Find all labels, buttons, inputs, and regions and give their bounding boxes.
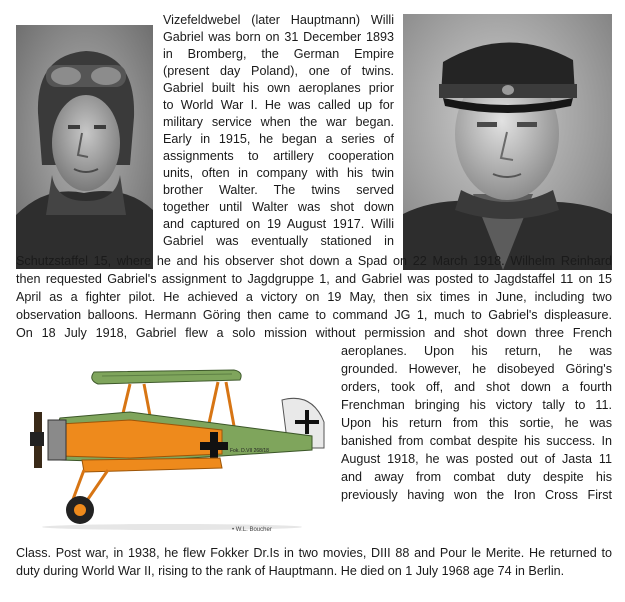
- article-line: orders, took off, and shot down a fourth: [341, 380, 612, 394]
- article-line: Schutzstaffel 15, where he and his observer shot down a Spad on 22 March 1918. Wilhelm Reinhard: [16, 254, 612, 268]
- article-line: military service when the war began.: [163, 115, 394, 129]
- fuselage-marking: Fok. D.VII 268/18: [230, 448, 269, 454]
- article-line: previously having won the Iron Cross First: [341, 488, 612, 502]
- article-line: banished from combat despite his success. In: [341, 434, 612, 448]
- article-line: Early in 1915, he began a series of: [163, 132, 394, 146]
- article-line: Vizefeldwebel (later Hauptmann) Willi: [163, 13, 394, 27]
- article-line: Gabriel built his own aeroplanes prior: [163, 81, 394, 95]
- fokker-d7-illustration: [12, 362, 334, 540]
- article-line: then requested Gabriel's assignment to Jagdgruppe 1, and Gabriel was posted to Jagdstaffel 11 on 15: [16, 272, 612, 286]
- article-line: and away from combat duty despite his: [341, 470, 612, 484]
- article-line: to World War I. He was called up for: [163, 98, 394, 112]
- article-line: (present day Poland), one of twins.: [163, 64, 394, 78]
- article-line: grounded. However, he disobeyed Göring's: [341, 362, 612, 376]
- article-line: Gabriel was born on 31 December 1893: [163, 30, 394, 44]
- article-line: and captured on 19 August 1917. Willi: [163, 217, 394, 231]
- article-line: observation balloons. Hermann Göring then came to command JG 1, much to Gabriel's displeasure.: [16, 308, 612, 322]
- article-line: assignments to artillery cooperation: [163, 149, 394, 163]
- article-line: Gabriel was eventually stationed in: [163, 234, 394, 248]
- article-line: Class. Post war, in 1938, he flew Fokker Dr.Is in two movies, DIII 88 and Pour le Merite. He returned to: [16, 546, 612, 560]
- pilot-helmet-photo: [16, 25, 153, 269]
- article-line: together until Walter was shot down: [163, 200, 394, 214]
- article-line: units, often in company with his twin: [163, 166, 394, 180]
- article-line: August 1918, he was posted out of Jasta 11: [341, 452, 612, 466]
- article-line: brother Walter. The twins served: [163, 183, 394, 197]
- article-line: Upon his return from this sortie, he was: [341, 416, 612, 430]
- article-line: duty during World War II, rising to the rank of Hauptmann. He died on 1 July 1968 age 74 in Berlin.: [16, 564, 565, 578]
- article-line: aeroplanes. Upon his return, he was: [341, 344, 612, 358]
- artist-credit: • W.L. Boucher: [232, 527, 272, 533]
- article-line: in Bromberg, the German Empire: [163, 47, 394, 61]
- article-line: Frenchman bringing his victory tally to 11.: [341, 398, 612, 412]
- article-line: April as a fighter pilot. He achieved a victory on 19 May, then six times in June, including two: [16, 290, 612, 304]
- officer-cap-photo: [403, 14, 612, 270]
- article-line: On 18 July 1918, Gabriel flew a solo mission without permission and shot down three French: [16, 326, 612, 340]
